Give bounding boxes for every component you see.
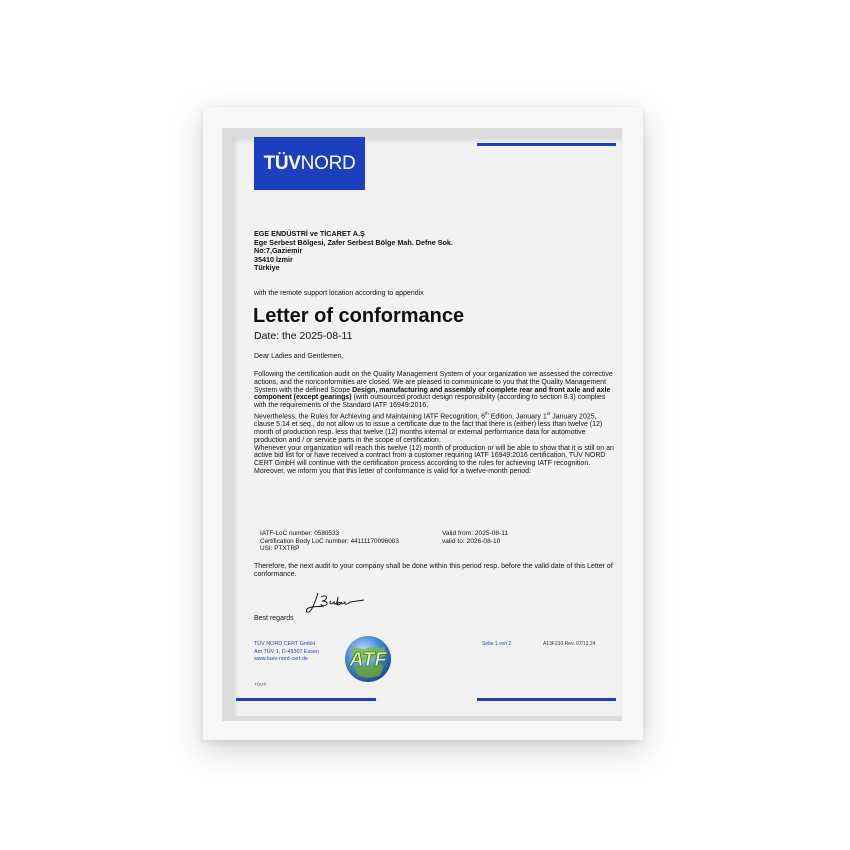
issuer-company: TÜV NORD CERT GmbH xyxy=(254,641,316,647)
paragraph-validity: Moreover, we inform you that this letter of conformance is valid for a twelve-month period: xyxy=(254,467,532,475)
tuv-nord-logo: TÜV NORD xyxy=(254,137,365,190)
document-title: Letter of conformance xyxy=(253,305,465,327)
page-number: Seite 1 von 2 xyxy=(482,641,512,647)
closing-regards: Best regards xyxy=(254,615,294,622)
usi-code: USI: PTXTRP xyxy=(260,545,300,553)
valid-to: valid to: 2026-08-10 xyxy=(442,538,501,545)
iatf-globe-logo xyxy=(340,633,396,685)
letter-body xyxy=(254,371,614,476)
remote-support-note: with the remote support location according to appendix xyxy=(254,290,424,297)
valid-from: Valid from: 2025-08-11 xyxy=(442,530,509,537)
issuer-website: www.tuev-nord-cert.de xyxy=(254,656,308,663)
identifier-block xyxy=(260,530,399,553)
issuer-address: Am TÜV 1, D-45307 Essen xyxy=(254,648,319,655)
top-blue-rule xyxy=(477,143,616,146)
certificate-document xyxy=(232,137,622,716)
greeting: Dear Ladies and Gentlemen, xyxy=(254,353,344,360)
iatf-loc-number: IATF-LoC number: 0580533 xyxy=(260,530,340,537)
validity-block xyxy=(442,530,508,546)
paragraph-audit: Following the certification audit on the Quality Management System of your organization we assessed the corrective actions, and the nonconformities are closed. We are pleased to communicate to you that the Quality Management System with the defined Scope Design, manufacturing and assembly of complete rear and front axle and axle component (except gearings) (with outsourced product design responsibility (according to section 8.3) complies with the requirements of the Standard IATF 16949:2016. xyxy=(254,371,613,410)
bottom-right-blue-rule xyxy=(477,698,616,701)
issuer-footer xyxy=(254,641,319,664)
picture-frame xyxy=(203,107,643,740)
next-audit-text: Therefore, the next audit to your company shall be done within this period resp. before the valid date of this Letter of conformance. xyxy=(254,563,613,578)
form-code: A13F210 Rev. 07/12.24 xyxy=(543,641,596,647)
svg-text:ATF: ATF xyxy=(349,649,387,671)
bottom-left-blue-rule xyxy=(236,698,376,701)
recipient-address: EGE ENDÜSTRİ ve TİCARET A.Ş Ege Serbest Bölgesi, Zafer Serbest Bölge Mah. Defne Sok. No:7,Gaziemir 35410 İzmir Türkiye xyxy=(254,229,453,273)
paragraph-continuation: Whenever your organization will reach this twelve (12) month of production or will be able to show that it is still on an active bid list for or have received a contract from a customer requiring IATF 16949:2016 certification, TÜV NORD CERT GmbH will continue with the certification process according to the rules for achieving IATF recognition. xyxy=(254,444,614,468)
tuv-trademark: TÜV® xyxy=(254,682,267,687)
cb-loc-number: Certification Body LoC number: 44111170096003 xyxy=(260,537,399,545)
document-date: Date: the 2025-08-11 xyxy=(254,330,353,342)
paragraph-rules: Nevertheless, the Rules for Achieving and Maintaining IATF Recognition, 6th Edition, January 1st January 2025, clause 5.14 et seq., do not allow us to issue a certificate due to the fact that there is (either) less than twelve (12) month of production resp. less that twelve (12) months internal or external performance data for automotive production and / or service parts in the scope of certification. xyxy=(254,410,603,444)
handwritten-signature xyxy=(304,591,366,615)
